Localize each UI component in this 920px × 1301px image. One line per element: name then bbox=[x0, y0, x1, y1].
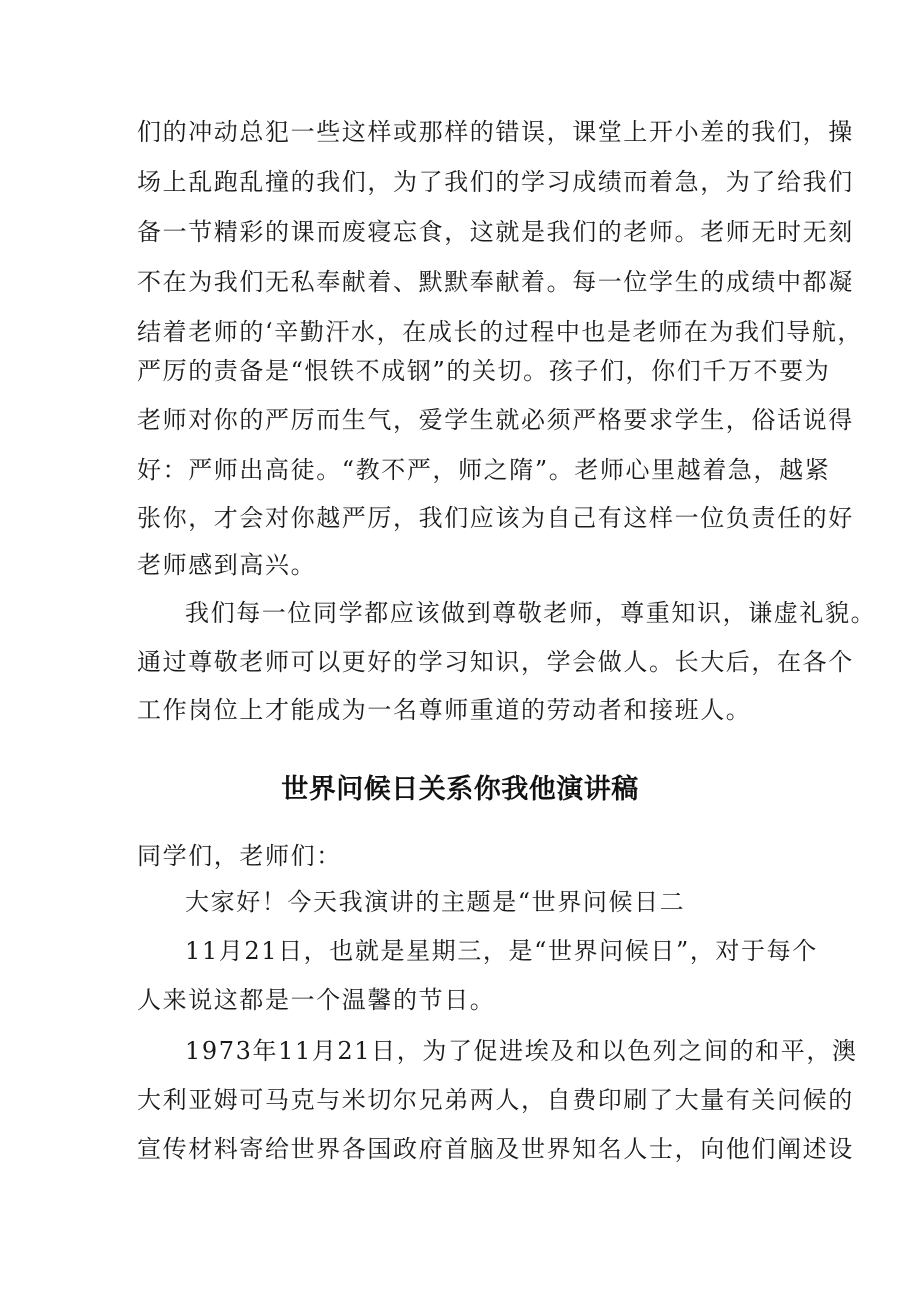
paragraph-1-line: 严厉的责备是“恨铁不成钢”的关切。孩子们，你们千万不要为 bbox=[137, 357, 831, 385]
paragraph-1-line: 们的冲动总犯一些这样或那样的错误，课堂上开小差的我们，操 bbox=[137, 118, 854, 146]
paragraph-1-line: 不在为我们无私奉献着、默默奉献着。每一位学生的成绩中都凝 bbox=[137, 268, 854, 296]
paragraph-2-line: 通过尊敬老师可以更好的学习知识，学会做人。长大后，在各个 bbox=[137, 648, 854, 676]
paragraph-3-line: 11月21日，也就是星期三，是“世界问候日”，对于每个 bbox=[185, 937, 818, 965]
paragraph-3-line: 人来说这都是一个温馨的节日。 bbox=[137, 986, 496, 1014]
paragraph-1-line: 张你，才会对你越严厉，我们应该为自己有这样一位负责任的好 bbox=[137, 504, 854, 532]
paragraph-1-line: 老师对你的严厉而生气，爱学生就必须严格要求学生，俗话说得 bbox=[137, 406, 854, 434]
paragraph-2-line: 工作岗位上才能成为一名尊师重道的劳动者和接班人。 bbox=[137, 696, 752, 724]
salutation: 同学们，老师们： bbox=[137, 842, 342, 870]
paragraph-1-line: 结着老师的‘辛勤汗水，在成长的过程中也是老师在为我们导航， bbox=[137, 318, 864, 346]
paragraph-1-line: 老师感到高兴。 bbox=[137, 551, 317, 579]
paragraph-4-line: 宣传材料寄给世界各国政府首脑及世界知名人士，向他们阐述设 bbox=[137, 1135, 854, 1163]
paragraph-2-line: 我们每一位同学都应该做到尊敬老师，尊重知识，谦虚礼貌。 bbox=[185, 599, 877, 627]
paragraph-1-line: 备一节精彩的课而废寝忘食，这就是我们的老师。老师无时无刻 bbox=[137, 218, 854, 246]
paragraph-4-line: 1973年11月21日，为了促进埃及和以色列之间的和平，澳 bbox=[185, 1037, 858, 1065]
paragraph-4-line: 大利亚姆可马克与米切尔兄弟两人，自费印刷了大量有关问候的 bbox=[137, 1086, 854, 1114]
speech-title: 世界问候日关系你我他演讲稿 bbox=[281, 774, 639, 805]
paragraph-1-line: 场上乱跑乱撞的我们，为了我们的学习成绩而着急，为了给我们 bbox=[137, 168, 854, 196]
paragraph-1-line: 好：严师出高徒。“教不严，师之隋”。老师心里越着急，越紧 bbox=[137, 456, 831, 484]
greeting: 大家好！今天我演讲的主题是“世界问候日二 bbox=[185, 888, 686, 916]
